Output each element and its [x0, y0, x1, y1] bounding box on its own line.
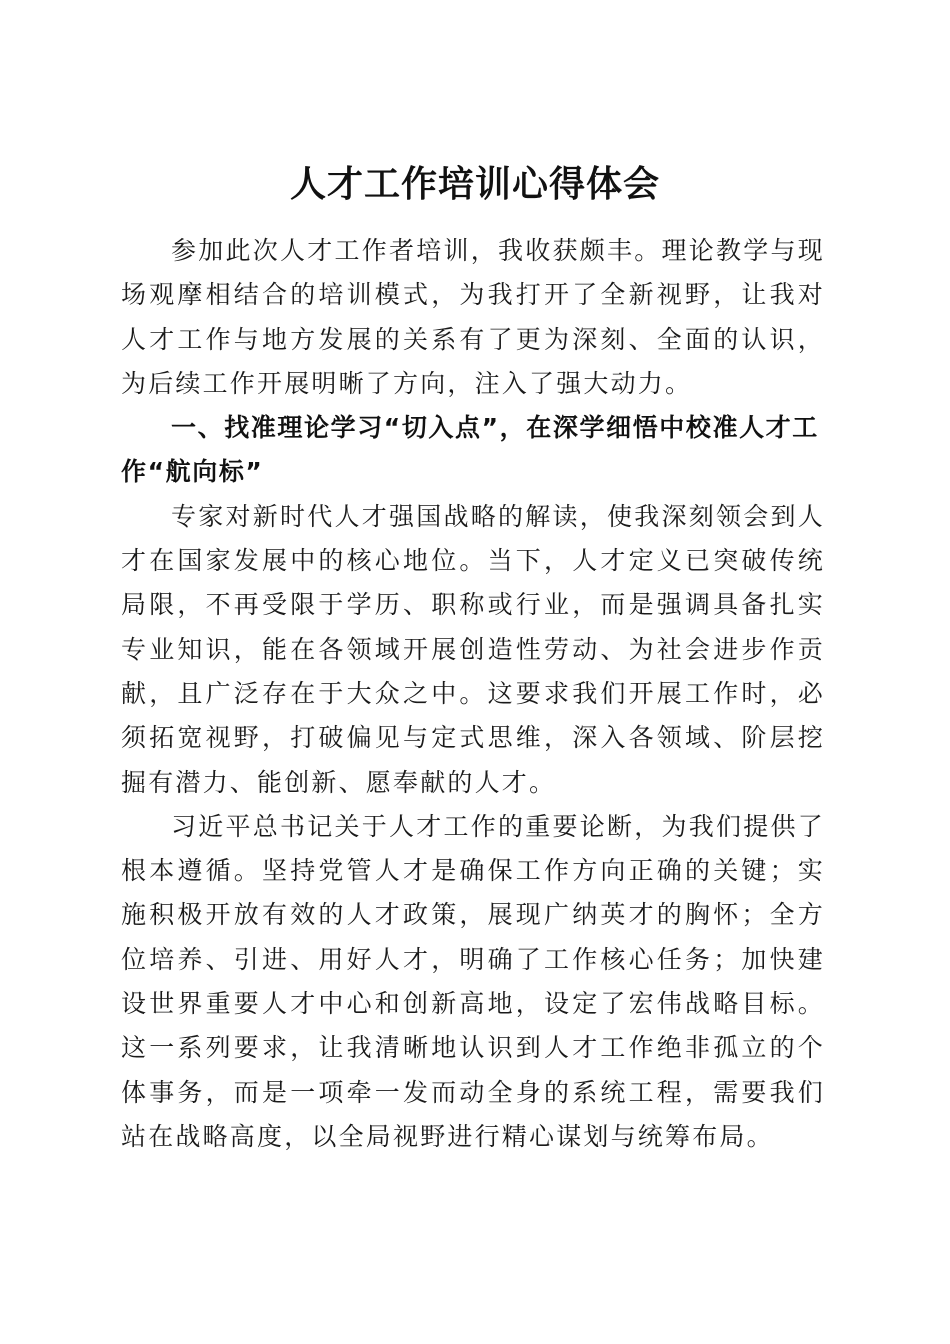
- section-1-heading: 一、找准理论学习“切入点”，在深学细悟中校准人才工作“航向标”: [121, 413, 819, 487]
- section-1-paragraph-1: 专家对新时代人才强国战略的解读，使我深刻领会到人才在国家发展中的核心地位。当下，人才定义已突破传统局限，不再受限于学历、职称或行业，而是强调具备扎实专业知识，能在各领域开展创造性劳动、为社会进步作贡献，且广泛存在于大众之中。这要求我们开展工作时，必须拓宽视野，打破偏见与定式思维，深入各领域、阶层挖掘有潜力、能创新、愿奉献的人才。: [121, 501, 825, 797]
- document-body: [121, 229, 825, 1159]
- section-1-paragraph-2: 习近平总书记关于人才工作的重要论断，为我们提供了根本遵循。坚持党管人才是确保工作方向正确的关键；实施积极开放有效的人才政策，展现广纳英才的胸怀；全方位培养、引进、用好人才，明确了工作核心任务；加快建设世界重要人才中心和创新高地，设定了宏伟战略目标。这一系列要求，让我清晰地认识到人才工作绝非孤立的个体事务，而是一项牵一发而动全身的系统工程，需要我们站在战略高度，以全局视野进行精心谋划与统筹布局。: [121, 811, 825, 1151]
- intro-paragraph: 参加此次人才工作者培训，我收获颇丰。理论教学与现场观摩相结合的培训模式，为我打开了全新视野，让我对人才工作与地方发展的关系有了更为深刻、全面的认识，为后续工作开展明晰了方向，注入了强大动力。: [121, 236, 825, 398]
- document-title: 人才工作培训心得体会: [289, 163, 660, 206]
